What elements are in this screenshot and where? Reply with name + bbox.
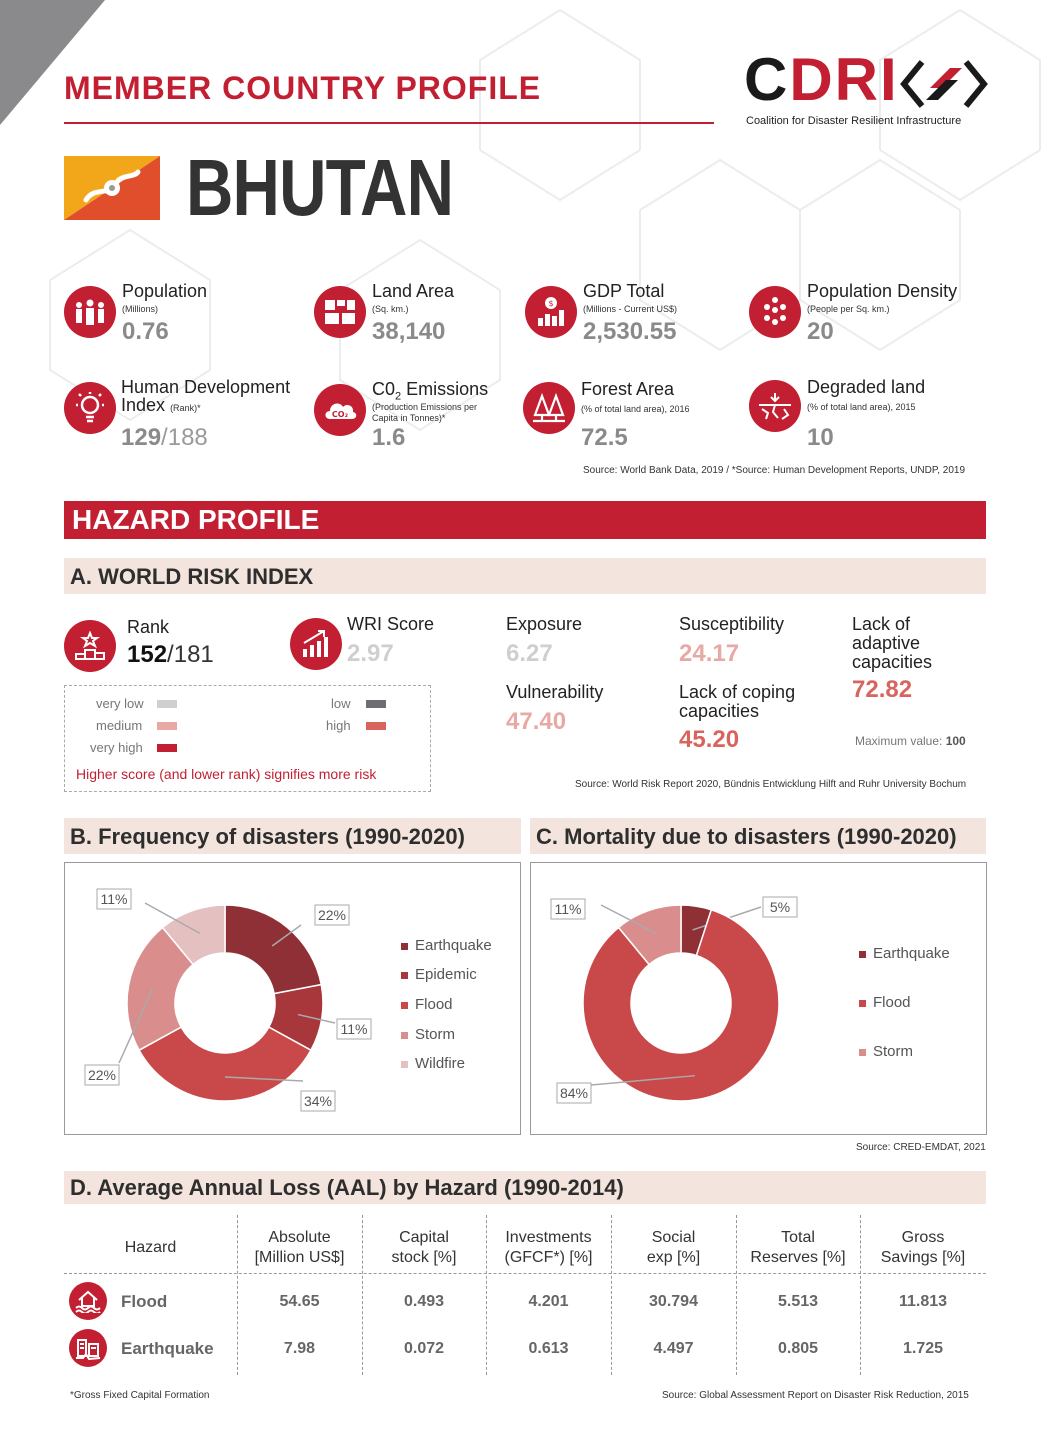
frequency-donut-chart bbox=[65, 863, 520, 1134]
hdi-label-line2 bbox=[121, 396, 201, 415]
degraded-land-sub: (% of total land area), 2015 bbox=[807, 402, 916, 412]
aal-header-reserves-l1: Total bbox=[781, 1229, 815, 1246]
legend-entry: Flood bbox=[415, 996, 453, 1013]
forest-label: Forest Area bbox=[581, 379, 675, 399]
population-density-value: 20 bbox=[807, 318, 834, 345]
data-label: 22% bbox=[87, 1067, 117, 1083]
vulnerability-label: Vulnerability bbox=[506, 682, 604, 702]
legend-medium-label: medium bbox=[96, 718, 143, 733]
adaptive-label-line1: Lack of bbox=[852, 614, 911, 634]
hdi-total: /188 bbox=[161, 424, 208, 451]
aal-cell: 4.497 bbox=[653, 1340, 694, 1357]
rank-podium-icon bbox=[64, 620, 116, 672]
aal-cell: 0.072 bbox=[403, 1340, 445, 1357]
earthquake-icon bbox=[69, 1329, 107, 1367]
legend-very-low-swatch bbox=[157, 700, 177, 708]
aal-header-savings bbox=[860, 1228, 986, 1268]
aal-header-reserves bbox=[736, 1228, 860, 1268]
land-area-icon bbox=[314, 286, 366, 338]
population-density-icon bbox=[749, 286, 801, 338]
table-header-rule bbox=[64, 1273, 986, 1274]
coping-value: 45.20 bbox=[679, 726, 740, 753]
legend-entry: Earthquake bbox=[415, 937, 492, 954]
susceptibility-label: Susceptibility bbox=[679, 614, 785, 634]
title-rule bbox=[64, 122, 714, 124]
svg-text:CO₂: CO₂ bbox=[331, 410, 349, 419]
forest-value: 72.5 bbox=[581, 424, 628, 451]
degraded-land-icon bbox=[749, 380, 801, 432]
susceptibility-value: 24.17 bbox=[679, 640, 740, 667]
legend-swatch bbox=[401, 1061, 408, 1068]
legend-note: Higher score (and lower rank) signifies more risk bbox=[76, 766, 377, 782]
legend-low-swatch bbox=[366, 700, 386, 708]
legend-very-low-label: very low bbox=[96, 696, 144, 711]
co2-label-subscript: 2 bbox=[395, 390, 402, 403]
rank-label: Rank bbox=[127, 617, 170, 637]
adaptive-label-line2: adaptive bbox=[852, 633, 921, 653]
hazard-profile-title: HAZARD PROFILE bbox=[72, 504, 320, 535]
legend-entry: Storm bbox=[873, 1043, 914, 1060]
maximum-value bbox=[855, 734, 966, 748]
legend-very-high-swatch bbox=[157, 744, 177, 752]
logo-letters-dri: DRI bbox=[789, 46, 899, 113]
slice-flood bbox=[139, 1027, 311, 1101]
wri-title: A. WORLD RISK INDEX bbox=[70, 564, 314, 589]
aal-cell: 1.725 bbox=[902, 1340, 944, 1357]
data-label: 34% bbox=[303, 1093, 333, 1109]
aal-cell: 0.805 bbox=[777, 1340, 819, 1357]
aal-header-investments-l1: Investments bbox=[505, 1229, 592, 1246]
hdi-label-line1: Human Development bbox=[121, 377, 291, 397]
legend-high-label: high bbox=[326, 718, 351, 733]
legend-swatch bbox=[401, 943, 408, 950]
rank-value bbox=[127, 641, 214, 669]
aal-cell: 7.98 bbox=[283, 1340, 316, 1357]
aal-header-social-l1: Social bbox=[651, 1229, 696, 1246]
aal-header-capital-l2: stock [%] bbox=[391, 1249, 457, 1266]
aal-cell: 30.794 bbox=[649, 1293, 698, 1310]
data-label: 11% bbox=[100, 891, 128, 907]
aal-header-absolute bbox=[237, 1228, 362, 1268]
human-development-icon bbox=[64, 382, 116, 434]
wri-source: Source: World Risk Report 2020, Bündnis Entwicklung Hilft and Ruhr University Bochum bbox=[575, 779, 967, 790]
data-label: 11% bbox=[340, 1021, 368, 1037]
hdi-label-index: Index bbox=[121, 395, 166, 415]
aal-title: D. Average Annual Loss (AAL) by Hazard (1990-2014) bbox=[70, 1175, 624, 1200]
aal-header-absolute-l1: Absolute bbox=[268, 1229, 331, 1246]
adaptive-label-line3: capacities bbox=[852, 652, 933, 672]
aal-header-savings-l1: Gross bbox=[901, 1229, 945, 1246]
legend-entry: Epidemic bbox=[415, 966, 477, 983]
land-area-label: Land Area bbox=[372, 281, 455, 301]
gdp-value: 2,530.55 bbox=[583, 318, 677, 345]
cdri-logo-text bbox=[744, 46, 899, 113]
aal-cell: 0.613 bbox=[528, 1340, 569, 1357]
population-label: Population bbox=[122, 281, 208, 301]
aal-cell: 5.513 bbox=[777, 1293, 819, 1310]
gdp-icon bbox=[525, 286, 577, 338]
legend-swatch bbox=[859, 1000, 866, 1007]
aal-header-capital bbox=[362, 1228, 486, 1268]
hdi-value bbox=[121, 424, 208, 452]
forest-sub: (% of total land area), 2016 bbox=[581, 404, 690, 414]
coping-label-line2: capacities bbox=[679, 701, 760, 721]
population-value: 0.76 bbox=[122, 318, 169, 345]
gdp-sub: (Millions - Current US$) bbox=[583, 304, 678, 314]
legend-high-swatch bbox=[366, 722, 386, 730]
exposure-value: 6.27 bbox=[506, 640, 553, 667]
wri-score-label: WRI Score bbox=[347, 614, 435, 634]
gdp-label: GDP Total bbox=[583, 281, 665, 301]
population-sub: (Millions) bbox=[122, 304, 158, 314]
co2-sub-line2: Capita in Tonnes)* bbox=[372, 413, 446, 423]
page-title: MEMBER COUNTRY PROFILE bbox=[64, 70, 542, 106]
mortality-title: C. Mortality due to disasters (1990-2020) bbox=[536, 824, 957, 849]
legend-low-label: low bbox=[331, 696, 351, 711]
population-density-label: Population Density bbox=[807, 281, 958, 301]
aal-header-investments-l2: (GFCF*) [%] bbox=[504, 1249, 593, 1266]
vulnerability-value: 47.40 bbox=[506, 708, 567, 735]
aal-cell: 11.813 bbox=[898, 1293, 948, 1310]
aal-header-savings-l2: Savings [%] bbox=[880, 1249, 966, 1266]
aal-header-social bbox=[611, 1228, 736, 1268]
aal-footnote: *Gross Fixed Capital Formation bbox=[70, 1390, 210, 1401]
population-icon bbox=[64, 286, 116, 338]
svg-text:$: $ bbox=[548, 299, 554, 308]
flood-icon bbox=[69, 1282, 107, 1320]
slice-earthquake bbox=[225, 905, 321, 994]
mortality-donut-chart bbox=[531, 863, 986, 1134]
aal-header-investments bbox=[486, 1228, 611, 1268]
legend-entry: Earthquake bbox=[873, 945, 950, 962]
mortality-chart bbox=[530, 862, 987, 1135]
legend-medium-swatch bbox=[157, 722, 177, 730]
forest-icon bbox=[523, 382, 575, 434]
data-label: 5% bbox=[769, 899, 791, 915]
legend-swatch bbox=[859, 951, 866, 958]
aal-row-flood-name: Flood bbox=[121, 1292, 168, 1311]
legend-swatch bbox=[401, 972, 408, 979]
data-label: 22% bbox=[317, 907, 347, 923]
aal-cell: 0.493 bbox=[403, 1293, 445, 1310]
degraded-land-value: 10 bbox=[807, 424, 834, 451]
legend-swatch bbox=[401, 1032, 408, 1039]
cdri-logo-mark-icon bbox=[900, 58, 988, 110]
legend-swatch bbox=[859, 1049, 866, 1056]
hdi-rank: 129 bbox=[121, 424, 162, 451]
aal-header-capital-l1: Capital bbox=[399, 1229, 449, 1246]
legend-very-high-label: very high bbox=[90, 740, 143, 755]
logo-subtitle: Coalition for Disaster Resilient Infrastructure bbox=[746, 115, 962, 127]
bhutan-flag-icon bbox=[64, 156, 160, 220]
adaptive-value: 72.82 bbox=[852, 676, 913, 703]
legend-entry: Wildfire bbox=[415, 1055, 466, 1072]
coping-label-line1: Lack of coping bbox=[679, 682, 796, 702]
co2-sub-line1: (Production Emissions per bbox=[372, 402, 478, 412]
logo-letter-c: C bbox=[744, 46, 790, 113]
aal-cell: 4.201 bbox=[528, 1293, 569, 1310]
aal-header-hazard: Hazard bbox=[124, 1239, 177, 1256]
land-area-sub: (Sq. km.) bbox=[372, 304, 409, 314]
data-label: 84% bbox=[559, 1085, 589, 1101]
population-density-sub: (People per Sq. km.) bbox=[807, 304, 890, 314]
frequency-chart bbox=[64, 862, 521, 1135]
land-area-value: 38,140 bbox=[372, 318, 446, 345]
rank-number: 152 bbox=[127, 641, 168, 668]
wri-score-chart-icon bbox=[290, 618, 342, 670]
co2-label-post: Emissions bbox=[401, 379, 489, 399]
aal-header-absolute-l2: [Million US$] bbox=[254, 1249, 345, 1266]
maximum-label: Maximum value: bbox=[855, 734, 946, 748]
stats-source: Source: World Bank Data, 2019 / *Source: Human Development Reports, UNDP, 2019 bbox=[583, 465, 966, 476]
aal-row-earthquake-name: Earthquake bbox=[121, 1339, 214, 1358]
aal-header-social-l2: exp [%] bbox=[646, 1249, 701, 1266]
hdi-sub: (Rank)* bbox=[170, 403, 201, 413]
aal-header-reserves-l2: Reserves [%] bbox=[750, 1249, 846, 1266]
maximum-number: 100 bbox=[945, 734, 966, 748]
frequency-title: B. Frequency of disasters (1990-2020) bbox=[70, 824, 465, 849]
country-name: BHUTAN bbox=[186, 143, 454, 232]
legend-entry: Storm bbox=[415, 1026, 456, 1043]
aal-source: Source: Global Assessment Report on Disaster Risk Reduction, 2015 bbox=[662, 1390, 969, 1401]
co2-icon bbox=[314, 384, 366, 436]
legend-swatch bbox=[401, 1002, 408, 1009]
co2-value: 1.6 bbox=[372, 424, 406, 451]
rank-total: /181 bbox=[167, 641, 214, 668]
disaster-source: Source: CRED-EMDAT, 2021 bbox=[856, 1142, 986, 1153]
wri-score-value: 2.97 bbox=[347, 640, 394, 667]
exposure-label: Exposure bbox=[506, 614, 583, 634]
co2-label-pre: C0 bbox=[372, 379, 396, 399]
data-label: 11% bbox=[554, 901, 582, 917]
degraded-land-label: Degraded land bbox=[807, 377, 926, 397]
legend-entry: Flood bbox=[873, 994, 911, 1011]
aal-cell: 54.65 bbox=[279, 1293, 320, 1310]
